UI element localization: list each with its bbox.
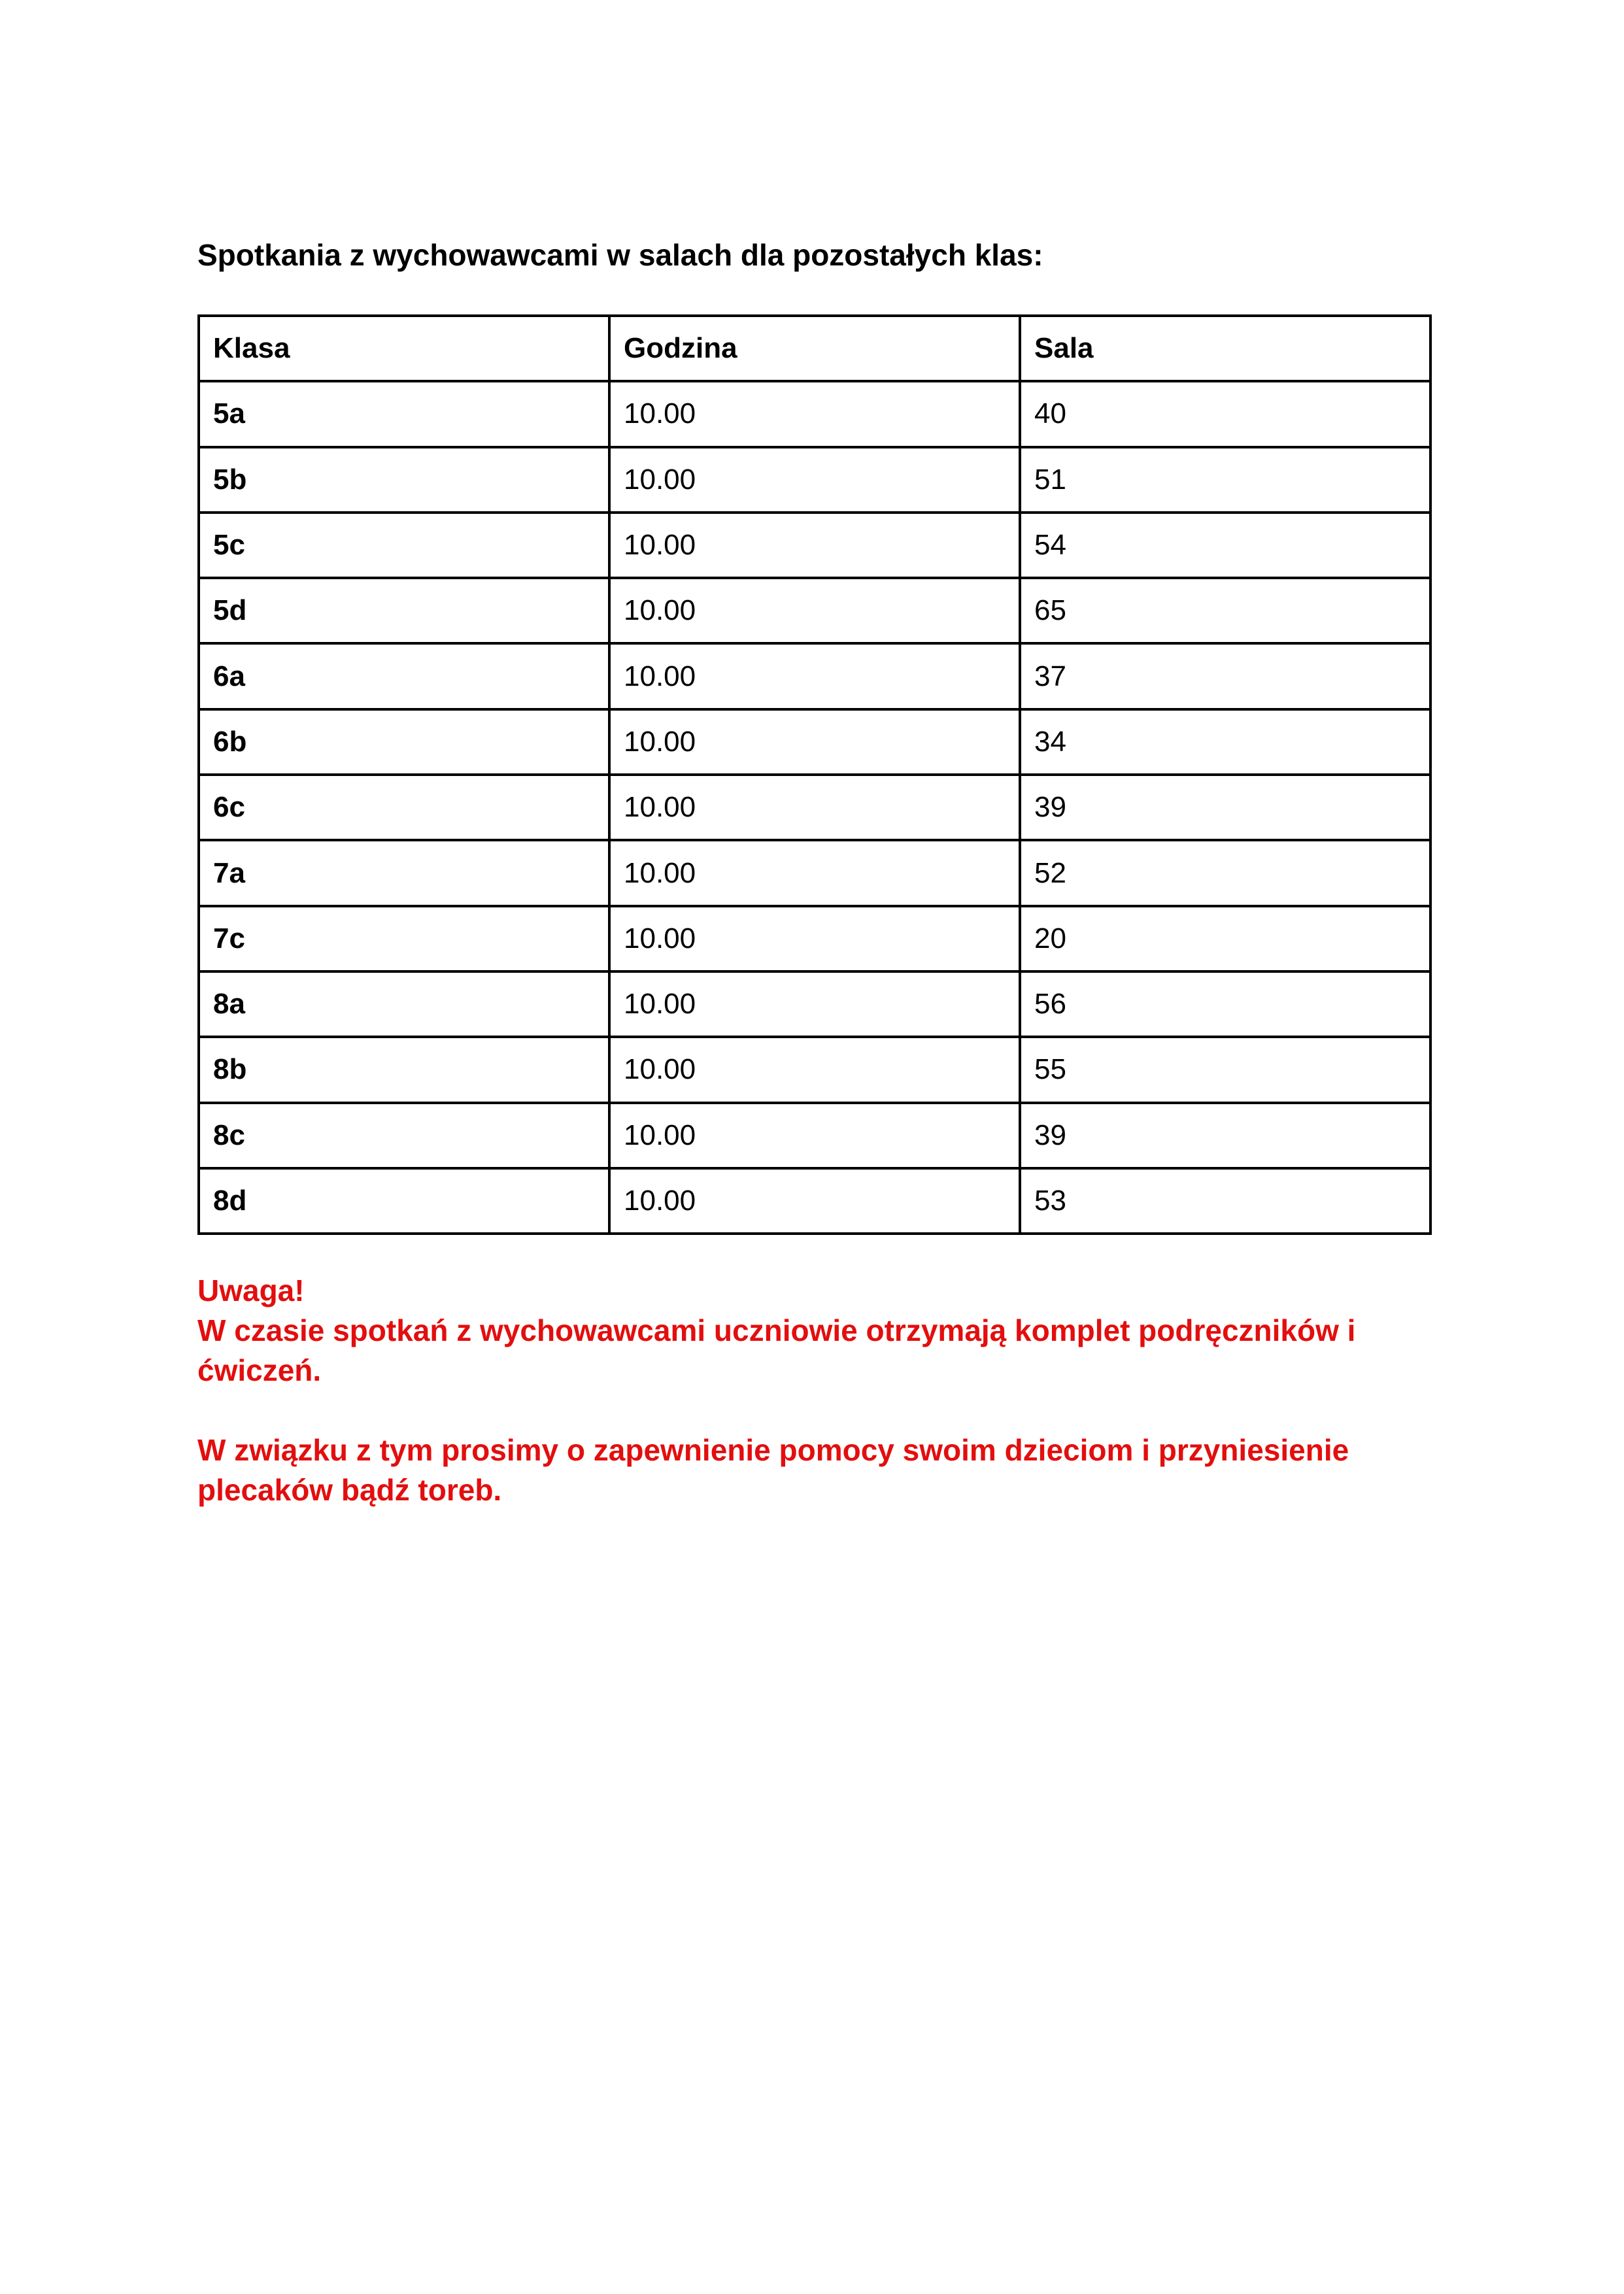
schedule-table <box>197 314 1432 1235</box>
table-row <box>199 578 1430 643</box>
cell-godzina: 10.00 <box>609 513 1020 578</box>
cell-sala: 37 <box>1020 643 1430 709</box>
table-row <box>199 906 1430 971</box>
cell-sala: 40 <box>1020 381 1430 447</box>
header-godzina: Godzina <box>609 316 1020 381</box>
cell-godzina: 10.00 <box>609 906 1020 971</box>
cell-sala: 39 <box>1020 1103 1430 1168</box>
table-row <box>199 447 1430 513</box>
table-row <box>199 381 1430 447</box>
note-line: ćwiczeń. <box>197 1353 322 1387</box>
table-row <box>199 709 1430 775</box>
cell-sala: 54 <box>1020 513 1430 578</box>
note-line: plecaków bądź toreb. <box>197 1473 502 1507</box>
cell-godzina: 10.00 <box>609 1168 1020 1234</box>
cell-godzina: 10.00 <box>609 381 1020 447</box>
cell-sala: 65 <box>1020 578 1430 643</box>
cell-klasa: 8d <box>199 1168 609 1234</box>
cell-godzina: 10.00 <box>609 709 1020 775</box>
table-row <box>199 1037 1430 1102</box>
cell-klasa: 5a <box>199 381 609 447</box>
cell-sala: 39 <box>1020 775 1430 840</box>
cell-sala: 34 <box>1020 709 1430 775</box>
header-sala: Sala <box>1020 316 1430 381</box>
cell-klasa: 8c <box>199 1103 609 1168</box>
cell-godzina: 10.00 <box>609 1103 1020 1168</box>
page-heading: Spotkania z wychowawcami w salach dla pozostałych klas: <box>197 238 1043 272</box>
cell-klasa: 8a <box>199 971 609 1037</box>
cell-sala: 20 <box>1020 906 1430 971</box>
cell-klasa: 6c <box>199 775 609 840</box>
cell-klasa: 6b <box>199 709 609 775</box>
table-row <box>199 1168 1430 1234</box>
cell-klasa: 7c <box>199 906 609 971</box>
note-spacer <box>197 1391 1440 1430</box>
note-line: W czasie spotkań z wychowawcami uczniowie otrzymają komplet podręczników i <box>197 1313 1356 1347</box>
cell-sala: 53 <box>1020 1168 1430 1234</box>
note-title: Uwaga! <box>197 1274 305 1307</box>
cell-klasa: 7a <box>199 840 609 905</box>
table-row <box>199 840 1430 905</box>
cell-klasa: 5b <box>199 447 609 513</box>
table-row <box>199 775 1430 840</box>
table-row <box>199 513 1430 578</box>
cell-godzina: 10.00 <box>609 971 1020 1037</box>
cell-klasa: 8b <box>199 1037 609 1102</box>
cell-sala: 52 <box>1020 840 1430 905</box>
cell-godzina: 10.00 <box>609 775 1020 840</box>
cell-sala: 56 <box>1020 971 1430 1037</box>
note-line: W związku z tym prosimy o zapewnienie pomocy swoim dzieciom i przyniesienie <box>197 1433 1349 1467</box>
cell-godzina: 10.00 <box>609 578 1020 643</box>
cell-godzina: 10.00 <box>609 643 1020 709</box>
cell-klasa: 5c <box>199 513 609 578</box>
warning-note <box>197 1271 1440 1510</box>
cell-klasa: 5d <box>199 578 609 643</box>
table-row <box>199 971 1430 1037</box>
table-row <box>199 1103 1430 1168</box>
table-header-row <box>199 316 1430 381</box>
cell-sala: 51 <box>1020 447 1430 513</box>
cell-sala: 55 <box>1020 1037 1430 1102</box>
table-row <box>199 643 1430 709</box>
cell-godzina: 10.00 <box>609 840 1020 905</box>
cell-klasa: 6a <box>199 643 609 709</box>
cell-godzina: 10.00 <box>609 447 1020 513</box>
header-klasa: Klasa <box>199 316 609 381</box>
cell-godzina: 10.00 <box>609 1037 1020 1102</box>
